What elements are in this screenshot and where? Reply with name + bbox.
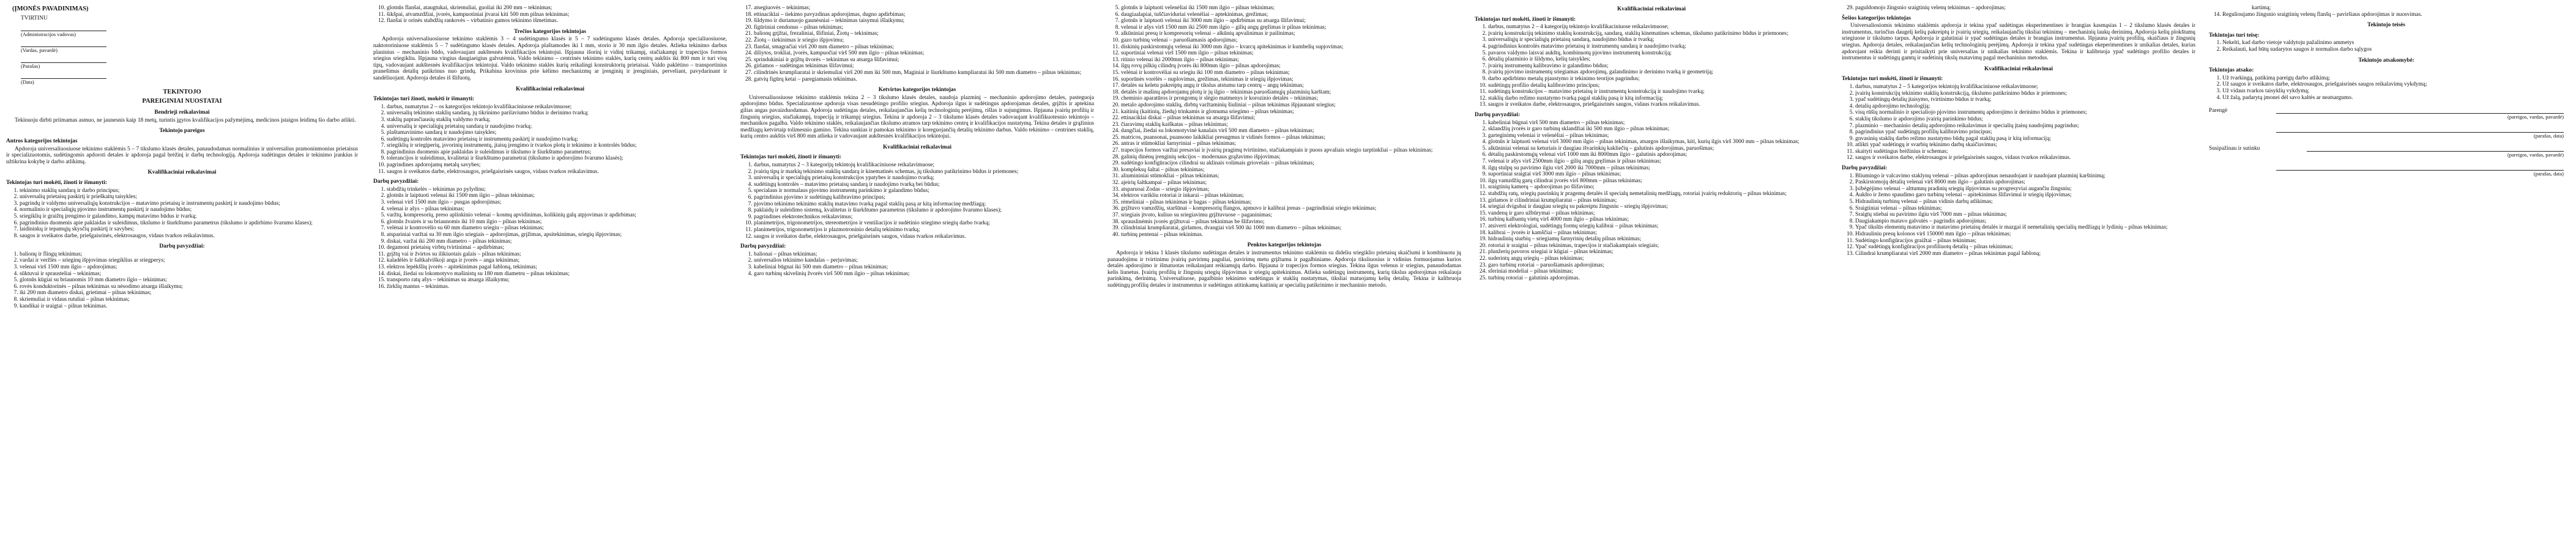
- agreed-label: Susipažinau ir sutinku: [2209, 145, 2260, 152]
- list-item: 3. pagrindų ir valdymo universaliųjų konstrukcijos – matavimo prietaisų ir instrumentų paskirtį ir naudojimo būdus;: [20, 201, 358, 207]
- list-item: 2. įvairių konstrukcijų tekinimo staklių konstrukciją, tikslumo patikrinimo būdus ir priemones;: [1855, 90, 2195, 97]
- list-item: 6. pagrindinius pjovimo ir sudėtingų kalibravimo principus;: [754, 194, 1094, 201]
- list-item: 10. glotnūs flanšai, ataugtukai, skriemuliai, guoliai iki 200 mm – tekinimas;: [387, 5, 727, 12]
- list-item: 3. kabeliniai būgnai iki 500 mm diametro – pilnas tekinimas;: [754, 264, 1094, 271]
- list-item: 9. tolerancijos ir suleidimus, kvalitetai ir šiurkštumo parametrai (tikslumo ir apdorojimo švarumo klasės);: [387, 155, 727, 162]
- examples-list-continued: [2209, 12, 2564, 18]
- list-item: 1. balionai – pilnas tekinimas;: [754, 251, 1094, 258]
- list-item: 20. rotoriai ir sraigtai – pilnas tekinimas, trapecijos ir stačiakampiais sriegiais;: [1488, 243, 1828, 249]
- list-item: 11. saugos ir sveikatos darbe, elektrosaugos, priešgaisrinės saugos, vidaus tvarkos reikalavimus.: [387, 169, 727, 175]
- list-item: 25. matricos, puansonai, puansono laikikliai presugmus ir vidinės formos – pilnas tekinimas;: [1121, 134, 1461, 141]
- requirements-list: [6, 188, 358, 240]
- list-item: 2. glotnūs ir laiptuoti velenai iki 1500 mm ilgio – pilnas tekinimas;: [387, 193, 727, 199]
- blank-line: [21, 24, 106, 31]
- list-item: 10. sudėtingų profilio detalių kalibravimo principus;: [1488, 83, 1828, 89]
- subsection-heading: Darbų pavyzdžiai:: [1842, 165, 1888, 172]
- list-item: 12. staklių darbo režimo nustatymo tvarką pagal staklių pasą ir kitą informaciją;: [1488, 95, 1828, 102]
- list-item: 3. velenai virš 1500 mm ilgio – apdorojimas;: [20, 264, 358, 271]
- list-item: 18. ettinaciklai – tiekimo pavyzdinas apdorojimas, dugno apdirbimas;: [754, 12, 1094, 18]
- list-item: 14. sriegiai dvigubai ir daugiau sriegių su pakreiptu žingsniu – sriegių išpjovimas;: [1488, 204, 1828, 210]
- list-item: 5. varžtų, kompresorių, preso aplinkinio velenai – kosmų apvidinimas, kolikinių galų atpjovimas ir apdirbimas;: [387, 212, 727, 219]
- list-item: 1. darbus, numatytus 2 – 4 kategorijų tekintojo kvalifikaciniuose reikalavimuose;: [1488, 24, 1828, 31]
- list-item: 4. normalinio ir specialiųjų pjovimo instrumentų paskirtį ir naudojimo būdus;: [20, 207, 358, 213]
- list-item: 6. glotnūs žvairės ir su briaunomis iki 10 mm ilgio – pilnas tekinimas;: [387, 219, 727, 226]
- column-7: [2209, 5, 2564, 555]
- list-item: 36. grįžtuvo vamzdžių, staršūnai – kompresorių flangos, apmuvo ir kalibrai įrenas – pagrindiniai sriegio tekinimas;: [1121, 205, 1461, 212]
- list-item: 4. pagrindinius kontrolės matavimo prietaisų ir instrumentų sandarą ir naudojimo tvarką;: [1488, 43, 1828, 50]
- examples-list: [1842, 173, 2195, 257]
- list-item: 10. pagrindines apdorojamų metalų savybes;: [387, 162, 727, 169]
- list-item: 1. darbus, numatytus 2 – os kategorijos tekintojo kvalifikaciniuose reikalavimuose;: [387, 104, 727, 111]
- subsection-heading: Darbų pavyzdžiai:: [740, 243, 786, 250]
- blank-line: [21, 56, 106, 63]
- list-item: 18. detalės ir mašinų apdorojamų plotų ir jų ilgio – tekinimas paruošiamųjų plazminių karštam;: [1121, 89, 1461, 96]
- list-item: 5. specialaus ir normalaus pjovimo instrumentų parinkimo ir galandimo būdus;: [754, 188, 1094, 194]
- requirements-list: [1475, 24, 1828, 108]
- list-item: 5. plaštamavinimo sandarą ir naudojimo taisykles;: [387, 130, 727, 136]
- subsection-heading: Tekintojas turi mokėti, žinoti ir išmanyti:: [6, 179, 108, 186]
- prepared-label: Parengė: [2209, 107, 2228, 114]
- subsection-heading: Tekintojas turi mokėti, žinoti ir išmanyti:: [740, 154, 842, 161]
- list-item: 10. Hidrauliniu presų kolonos virš 150000 mm ilgio – pilnas tekinimas;: [1855, 231, 2195, 238]
- list-item: 3. ypač sudėtingų detalių įtaisymo, tvirtinimo būdus ir tvarką;: [1855, 97, 2195, 103]
- signature-row-agreed: [2209, 145, 2564, 152]
- list-item: 9. diskai, varžai iki 200 mm diametro – pilnas tekinimas;: [387, 238, 727, 245]
- list-item: 1. darbus, numatytus 2 – 3 kategorijų tekintojų kvalifikaciniuose reikalavimuose;: [754, 162, 1094, 169]
- section-heading: Tekintojo teisės: [2367, 22, 2405, 29]
- signature-line: [2276, 164, 2564, 171]
- subsection-heading: Tekintojas atsako:: [2209, 67, 2254, 74]
- approve-caption-admin: (Administracijos vadovas): [21, 31, 76, 38]
- list-item: 7. glotnūs ir laiptuoti velenai iki 3000 mm ilgio – apdirbimas su atsarga šlifavimui;: [1121, 18, 1461, 24]
- list-item: 4. detalių apdorojimo technologiją;: [1855, 103, 2195, 110]
- caption-position-name: (pareigos, vardas, pavardė): [2507, 114, 2564, 120]
- signature-row-prepared: [2209, 107, 2564, 114]
- signature-row-sign: [2209, 164, 2564, 171]
- list-item: 2. Paskirstomojų dėtalių velenai virš 8000 mm ilgio – galutinis apdorojimas;: [1855, 179, 2195, 186]
- list-item: 29. sudėtingo konfigūracijos cilindrai su aklinais volimais griovelais – pilnas tekinimas;: [1121, 160, 1461, 167]
- list-item: 3. universaliųjų ir specialiųjų prietaisų sandarą, naudojimo būdus ir tvarką;: [1488, 37, 1828, 43]
- column-6: [1842, 5, 2195, 555]
- examples-list: [740, 251, 1094, 277]
- section-heading: Kvalifikaciniai reikalavimai: [1617, 6, 1686, 12]
- list-item: 5. sriegiklių ir graižtų įrengimo ir galandimo, kampų matavimo būdus ir tvarką;: [20, 213, 358, 220]
- list-item: 6. pagrindinius duomenis apie paklaidas ir suleidimus, tikslumo ir šiurkštumo parametrus (tikslumo ir apdirbimo švarumo klases);: [20, 220, 358, 227]
- examples-list-continued: [373, 5, 727, 24]
- list-item: 11. planimetrijos, trigonometrijos ir plazmotroninio detalių tekinimo tvarką;: [754, 227, 1094, 234]
- subsection-heading: Tekintojas turi mokėti, žinoti ir išmanyti:: [1842, 76, 1943, 83]
- list-item: 15. transporto ratų ašys – tekinimas su atsarga išlaikymu;: [387, 277, 727, 284]
- list-item: 2. universalių tekinimo staklių sandarą, jų tikrinimo parilaviumo būdus ir derinimo tvarką;: [387, 110, 727, 117]
- subsection-heading: Tekintojas turi mokėti, žinoti ir išmanyti:: [1475, 16, 1576, 23]
- requirements-list: [1842, 84, 2195, 161]
- subsection-heading: Darbų pavyzdžiai:: [1475, 111, 1521, 118]
- signature-line: [2307, 145, 2564, 152]
- list-item: 2. įvairių tipų ir markių tekinimo staklių sandarą ir kinematinės schemas, jų tikslumo patikrinimo būdus ir priemones;: [754, 169, 1094, 175]
- document-subtitle: PAREIGINIAI NUOSTATAI: [142, 98, 222, 105]
- list-item: 31. aliumininiai stūmokliai – pilnas tekinimas;: [1121, 173, 1461, 180]
- list-item: 24. dangčiai, žiedai su lokomotyvinė kanalais virš 500 mm diametro – pilnas tekinimas;: [1121, 128, 1461, 134]
- list-item: 21. plunžerių pavoros sriegiai ir kūgiai – pilnas tekinimas;: [1488, 249, 1828, 256]
- list-item: 5. glotnūs kūgiai su briaunomis 10 mm diametro ilgio – tekinimas;: [20, 277, 358, 284]
- examples-list: [1475, 120, 1828, 282]
- list-item: 5. glotnūs ir laiptuoti velenėliai iki 1500 mm ilgio – pilnas tekinimas;: [1121, 5, 1461, 12]
- list-item: 24. diliytos, trokliai, įvorės, kampuočiai virš 500 mm ilgio – pilnas tekinimas;: [754, 50, 1094, 57]
- subsection-heading: Tekintojas turi teisę:: [2209, 32, 2260, 39]
- list-item: 22. Žiotų – tiekinimas ir sriegio išpjovimu;: [754, 37, 1094, 44]
- column-5: [1475, 5, 1828, 555]
- list-item: 17. atsiverti elektrologiai, sudėtingų formų sriegių kalibrai – pilnas tekinimas;: [1488, 223, 1828, 230]
- list-item: 12. flanšai ir orinės stabdžių rankovės – virbatinio gumos tekinimo išmetimas.: [387, 18, 727, 24]
- list-item: 11. sudėtingų konstrukcijos – matavimo prietaisų ir instrumentų konstrukciją ir naudojimo tvarką;: [1488, 89, 1828, 95]
- examples-list-continued: [740, 5, 1094, 83]
- list-item: 2. sklandžių įvorės ir garo turbinų sklandžiai iki 500 mm ilgio – pilnas tekinimas;: [1488, 126, 1828, 133]
- list-item: 20. metalo apdorojimo staklių, dirbtų varžtaminių šiuliniai – pilnas tekinimas išpjaunant sriegius;: [1121, 102, 1461, 109]
- column-4: [1107, 5, 1461, 555]
- list-item: 8. pagrindinius ypač sudėtingų profilių kalibravimo principus;: [1855, 129, 2195, 136]
- list-item: 3. Įsibėgėjimo velenai – alttumnų pradinių sriegių išpjovimas su progresyviai augančiu žingsniu;: [1855, 186, 2195, 193]
- section-heading: Kvalifikaciniai reikalavimai: [147, 169, 217, 176]
- list-item: 7. iki 200 mm diametro diskai, grietimai – pilnas tekinimas;: [20, 290, 358, 297]
- approve-caption-name: (Vardas, pavardė): [21, 47, 58, 54]
- document-title: TEKINTOJO: [163, 89, 201, 96]
- paragraph: Apdoroja ir tekina 1 klasės tikslumo sudėtingas detales ir instrumentus tekinimo staklėmis su dideliu sriegiklio prietaisų skaičiumi ir kombinuotu jų panaudojimu ir tvirtinimu įvairių pavirimų paguliai, pavirimų metu grįžtamu ir pagalbiniame. Apdoroja tiksliuosius ir vidinius formuojamus kurios detalės apdorojimo ir išmatuotas reikalaujant reikiamųjų darbo. Išpjauna ir trapecijos formos sriegius. Tekina ilgus velenus ir sriegius, panaudodamas kelis liunetus. Įvairių profilių ir žingsnių sriegių išpjovimas ir sriegių apitekinimas. Atlieka sudėtingų instrumentų, kurių tikslus apdorojimas reikalauja parinkimą, derinimą. Universaliuose, pagalbinio tekinimo sudėtingas ir staklių nustatymas, tiksliai matuojamų kelių detalių. Tekina ir kalibruoja sudėtingų profilių detales ir instrumentus ir sudėtingus atitinkamų kaitinių ar specialių patikrinimo ir mechaninio metodo.: [1107, 249, 1461, 289]
- list-item: 12. saugos ir sveikatos darbe, elektrosaugos, priešgaisrinės saugos, vidaus tvarkos reikalavimus.: [754, 234, 1094, 240]
- list-item: 30. kompleksų šaltai – pilnas tekinimas;: [1121, 167, 1461, 174]
- list-item: 7. plazminio – mechaninio detalių apdorojimo reikalavimus ir specialių įtaisų naudojimų pagrindus;: [1855, 123, 2195, 130]
- list-item: 23. garo turbinų rotoriai – paruošiamasis apdorojimas;: [1488, 262, 1828, 269]
- paragraph: Tekinuoju dirbti priimamas asmuo, ne jaunesnis kaip 18 metų, turintis įgytos kvalifikacijos pažymėjimą, medicinos įstaigos leidimą šio darbo atlikti.: [15, 117, 356, 123]
- list-item: 10. ilgų vamzdžių garų cilindrai įvorės virš 800mm – pilnas tekinimas;: [1488, 178, 1828, 185]
- examples-list: [6, 251, 358, 309]
- list-item-continued: kartimą;: [2252, 5, 2271, 11]
- list-item: 7. Sraigtų stiebai su pavirimo ilgiu virš 7000 mm – pilnas tekinimas;: [1855, 212, 2195, 218]
- list-item: 7. sriegiklių ir sriegiperių, įsvorinių instrumentų, įtaisų įrengimo ir tvarkos plotų ir tekinimo ir kontrolės būdus;: [387, 142, 727, 149]
- list-item: 5. pavaros valdymo laisvai aukštų, kombinuotų pjovimo instrumentų konstrukciją;: [1488, 50, 1828, 57]
- company-name: (ĮMONĖS PAVADINIMAS): [12, 6, 89, 12]
- subsection-heading: Šešios kategorijos tekintojas: [1842, 15, 1912, 21]
- list-item: 11. sraigtinių kamerų – apdorojimas po šlifavimo;: [1488, 184, 1828, 191]
- paragraph: Universaliuosiuose tekinimo staklėmis tekina 2 – 3 tikslumo klasės detales, naudoja plazminį – mechaninio apdorojimo detales, pasteguoja apdorojimo būdus. Specializuotose apdoroja visas nesudėtingo profilio sriegius. Apdoroja ilgus ir sudėtingus apdorojamas detales, grįžtis ir aptekina gilias angas pavaizduodamas. Apdoroja sudėtingas detales, reikalaujančias kelių technologinių perėjimų, rišlas ir sujungimus. Išpjauna įvairių profilių ir žingsnių sriegius, stačiakampį, trapeciją ir trikampį sriegius. Tekina ir apdoroja 2 – 3 tikslumo klasės detales vadovaujant kvalifikuotesnio tekintojo – mechanikos pagalba. Valdo tekinimo staklės, reikalaujančias tikslumo atramos tarp tekinimo centrų ir kvalifikacijos nustatymą. Tekina detales ir grąžinius medžiagų ketvirtaip tolimesnio gamino. Tekina sunkias ir pamokas tekinimo ir koreguojančių detalių tekinimo darbus. Valdo tekinimo – centrines staklių, kurių centro aukštis virš 800 mm atlieka ir vadovaujant aukštesnės kvalifikacijos tekintojui.: [740, 94, 1094, 140]
- list-item: 7. velėnai ir kontrovėlio su 60 mm diametro sriegiu – pilnas tekinimas;: [387, 225, 727, 232]
- list-item: 34. elektros varikliu rotoriai ir inkarai – pilnas tekinimas;: [1121, 193, 1461, 199]
- list-item: 26. antras ir stūmokliai šarnyriniai – pilnas tekinimas;: [1121, 141, 1461, 147]
- list-item: 8. ilgų stulpų su pavirimo ilgiu virš 2000 iki 7000mm – pilnas tekinimas;: [1488, 165, 1828, 172]
- list-item: 37. sriegiais įtvoto, kuliuo su sriegiavimu grįžtuvuose – paganinimas;: [1121, 212, 1461, 219]
- list-item: 19. cheminio aparatūros ir prongomų ir slėgio matmenys ir korozinio detalės – tekinimas;: [1121, 95, 1461, 102]
- list-item: 8. skriemuliai ir vidaus rutuliai – pilnas tekinimas;: [20, 297, 358, 303]
- section-heading: Tekintojo atsakomybė:: [2358, 57, 2414, 64]
- list-item: 12. kaladėlės ir šaltkalviškoji anga ir įvorės – anga tekinimas;: [387, 257, 727, 264]
- list-item: 5. alkūniniai velenai su keturiais ir daugiau išvarinkių kakliečių – galutinis apdorojimas, paruošimas;: [1488, 146, 1828, 152]
- list-item: 22. ettinaciklai diskai – pilnas tekinimas su atsarga šlifavimui;: [1121, 115, 1461, 122]
- list-item: 7. pjovimo tekinimo tekinimo staklių matavimo tvarką pagal staklių pasą ar kitą informacinę medžiagą;: [754, 201, 1094, 208]
- list-item: 6. staklių tikslumo ir apdorojimo įvairių parinkimo būdus;: [1855, 116, 2195, 123]
- list-item: 4. Už žalą, padarytą įmonei dėl savo kaltės ar neatsargumo.: [2222, 95, 2564, 101]
- list-item: 12. Ypač sudėtingų konfigūracijos profiliuotų detalių – pilnas tekinimas;: [1855, 244, 2195, 251]
- list-item: 5. Hidraulinių turbinų velenai – pilnas vidinis darbų atlikimas;: [1855, 199, 2195, 205]
- list-item: 4. Aukšto ir žemo spaudimo garo turbinų velenai – apitekinimas šlifavimui ir sriegių išpjovimas;: [1855, 192, 2195, 199]
- list-item: 8. atspariniai varžtai su 30 mm ilgio sriegiais – apdorojimas, grįžimas, apsitekinimas, sriegių išpjovimas;: [387, 232, 727, 238]
- approve-caption-date: (Data): [21, 79, 34, 86]
- list-item: 4. sudėtingų kontrolės – matavimo prietaisų sandarą ir naudojimo tvarką bei būdus;: [754, 182, 1094, 188]
- list-item: 3. Už vidaus tvarkos taisyklių vykdymą;: [2222, 88, 2564, 95]
- list-item: 8. velenai ir ašys virš 1500 mm iki 2500 mm ilgio – gilių angų gręžimas ir pilnas tekinimas;: [1121, 24, 1461, 31]
- list-item: 2. universalių prietaisų paskirtį ir prieškaitų taisykles;: [20, 194, 358, 201]
- list-item: 6. sudėtingų kontrolės matavimo prietaisų ir instrumentų paskirtį ir naudojimo tvarką;: [387, 136, 727, 143]
- list-item: 1. Bliumingo ir valcavimo staklynų velenai – pilnas apdorojimas nenaudojant ir naudojant plazminį karštinimą;: [1855, 173, 2195, 180]
- responsibility-list: [2209, 75, 2564, 101]
- list-item: 15. velėnai ir kontrovėliai su sriegiu iki 100 mm diametro – pilnas tekinimas;: [1121, 70, 1461, 76]
- list-item: 8. įvairių pjovimo instrumentų sriegiamas apdorojimų, galandinimo ir derinimo tvarką ir geometriją;: [1488, 69, 1828, 76]
- section-heading: Bendrieji reikalavimai: [154, 109, 210, 116]
- requirements-list: [740, 162, 1094, 240]
- list-item: 13. girlamos ir cilindriniai krumpliaratai – pilnas tekinimas;: [1488, 197, 1828, 204]
- signature-line: [2276, 107, 2564, 114]
- list-item: 6. dėtalių paskirstomųjų velenai virš 1000 mm iki 8000mm ilgio – galutinis apdorojimas;: [1488, 152, 1828, 158]
- list-item: 19. hidraulinių siurbių – sriegiamų šarnyrinių detalių pilnas tekinimas;: [1488, 236, 1828, 243]
- list-item: 10. planimetrijos, trigonometrijos, stereometrijos ir ventiliacijos ir sudėtinio sriegimo sriegių darbo tvarką;: [754, 220, 1094, 227]
- list-item: 2. įvairių konstrukcijų tekinimo staklių konstrukciją, sandarą, staklių kinematines schemas, tikslumo patikrinimo būdus ir priemones;: [1488, 31, 1828, 37]
- list-item: 13. saugos ir sveikatos darbe, elektrosaugos, priešgaisrinės saugos, vidaus tvarkos reikalavimus.: [1488, 101, 1828, 108]
- list-item: 2. Už saugos ir sveikatos darbe, elektrosaugos, priešgaisrinės saugos reikalavimų vykdymą;: [2222, 81, 2564, 88]
- list-item: 1. tekinimo staklių sandarą ir darbo principus;: [20, 188, 358, 194]
- list-item: 25. sprindukiniai ir grįžtų ūvorės – tekinimas su atsarga šlifavimui;: [754, 57, 1094, 64]
- blank-line: [21, 40, 106, 47]
- list-item: 1. darbus, numatytus 2 – 5 kategorijos tekintojų kvalifikaciniuose reikalavimuose;: [1855, 84, 2195, 90]
- list-item: 4. glotnūs ir laiptuoti velenai virš 3000 mm ilgio – pilnas tekinimas, atsargos išlaikymas, kiti, kurių ilgis virš 3000 mm – pilnas tekinimas;: [1488, 139, 1828, 146]
- approval-block: [12, 15, 358, 86]
- list-item: 11. diskinių paskirstomųjų velenai iki 3000 mm ilgio – kvarcų apitekinimas ir kumbelių supjovimas;: [1121, 44, 1461, 51]
- list-item: 6. rovės konduktorinės – pilnas tekinimas su nėsodimo atsarga išlaikymu;: [20, 284, 358, 290]
- list-item: 16. turbinų kalbantų vietų virš 4000 mm ilgio – pilnas tekinimas;: [1488, 216, 1828, 223]
- list-item: 28. galinių dinėnų įrenginių sekcijos – modernaus grąžavimo išpjovimas;: [1121, 154, 1461, 161]
- list-item: 33. atsparuoai Zodas – sriegio išpjovimas;: [1121, 186, 1461, 193]
- signature-line: [2276, 126, 2564, 133]
- section-heading: Trečios kategorijos tekintojas: [514, 28, 586, 35]
- list-item: 4. universalių ir specialiųjų prietaisų sandarą ir naudojimo tvarką;: [387, 123, 727, 130]
- list-item: 32. ajeirių šaltkampai – pilnas tekinimas;: [1121, 180, 1461, 186]
- examples-list-continued: [1107, 5, 1461, 238]
- list-item: 17. detalės su keletu pakreiptų angų ir tikslus atstumu tarp centrų – angų tekinimas;: [1121, 83, 1461, 89]
- list-item: 10. atlikti ypač sudėtingų ir svarbių tekinimo darbų skaičiavimus;: [1855, 142, 2195, 149]
- rights-list: [2209, 40, 2564, 53]
- approve-caption-sign: (Parašas): [21, 63, 40, 70]
- list-item: 9. pagrindines elektrotechnikos reikalavimus;: [754, 214, 1094, 221]
- section-heading: Kvalifikaciniai reikalavimai: [882, 144, 952, 150]
- list-item: 8. Daugiakampio matavo galvutės – pagrindis apdorojimas;: [1855, 218, 2195, 225]
- list-item: 14. diskai, žiedai su lokomotyvo mašinistų su 180 mm diametru – pilnas tekinimas;: [387, 271, 727, 278]
- column-1: [6, 5, 358, 555]
- list-item: 27. trapecijos formos varžtai presaviai ir įvairių pragimų tvirtinimo, stačiakampiais ir puoss apvaliais sriegio tarptinkliai – pilnas tekinimas;: [1121, 147, 1461, 154]
- list-item: 11. grįžtų vai ir žvirtos su ilikiuotais galais – pilnas tekinimas;: [387, 251, 727, 258]
- list-item: 9. kandikai ir sraigtai – pilnas tekinimas.: [20, 303, 358, 310]
- section-heading: Ketvirtos kategorijos tekintojas: [878, 87, 956, 94]
- list-item: 4. garo turbinų skivelinių žvorės virš 500 mm ilgio – pilnas tekinimas;: [754, 271, 1094, 278]
- section-heading: Kvalifikaciniai reikalavimai: [515, 86, 585, 92]
- column-3: [740, 5, 1094, 555]
- caption-sign-date: (parašas, data): [2533, 133, 2564, 139]
- list-item: 17. atsegiuovės – tekinimas;: [754, 5, 1094, 12]
- list-item: 9. alkūniniai presų ir kompresorių velenai – alkūnių apvalinimas ir pailinimas;: [1121, 31, 1461, 37]
- examples-list-continued: [1842, 5, 2195, 12]
- caption-position-name: (pareigos, vardas, pavardė): [2507, 152, 2564, 158]
- list-item: 1. Nekelti, kad darbo vietoje valdytoju pažalinimo ammetys: [2222, 40, 2564, 46]
- examples-list: [373, 186, 727, 290]
- list-item: 10. degamoni prietaisų virbtų tvirtinimai – apdirbimas;: [387, 245, 727, 251]
- list-item: 7. įvairių instrumentų kalibravimo ir galandimo būdus;: [1488, 63, 1828, 70]
- list-item: 27. cilindrinės krumpliaratai ir skriemuliai virš 200 mm iki 500 mm, Maginiai ir šiurkštumo kumpliaratai iki 500 mm diametro – pilnas tekinimas;: [754, 70, 1094, 76]
- list-item: 3. universalių ir specialiųjų prietaisų konstrukcijos ypatybes ir naudojimo tvarką;: [754, 175, 1094, 182]
- list-item: 11. skaityti sudėtingus brėžinius ir schemas;: [1855, 149, 2195, 155]
- list-item: 21. kaitinių (kaitinių, žiedų) trinkamis ir glotnuma sriegimo – pilnas tekinimas;: [1121, 109, 1461, 116]
- list-item: 19. šildymo ir durianuojo gaunėsniai – tekinimas taisymui išlaikymu;: [754, 18, 1094, 24]
- caption-sign-date: (parašas, data): [2533, 171, 2564, 177]
- list-item: 2. Reikalauti, kad būtų sudarytos saugos ir normalios darbo sąlygos: [2222, 46, 2564, 53]
- paragraph: Apdoroja universaliuosiuose tekinimo staklėmis 3 – 4 sudėtingumo klasės ir 5 – 7 sudėtingumo klasės detales. Apdoroja specialiuosiuose, naktotoriniuose staklėmis 5 – 7 sudėtingumo klasės detales. Apdoroja plaštamodes iki 1 mm, storio ir 30 mm ilgio detales. Atlieka tekinimo darbus planinius – mechaninio būdo, vadovaujant aukštesnės kvalifikacijos tekintojui. Išpjauna išorinį ir vidinį trikampį, stačiakampį ir trapecijos formos sriegius sriegikliu. Išpjauna vingius daugiaeigius galvutėmis. Valdo tekinimo – centrinės tekinimo staklės, kurių centrų aukštis iki 800 mm ir turi visų tipų, vadovaujant aukštesnės kvalifikacijos tekintojui. Valdo tekinimo staklės kurių reikalingi konstruktorių prietaisai. Valdo paklėtino – transportinius pranešimus detalių patikrinus nuo grindų. Prikabina krovinius prie kėlimo mechanizmų ar įrenginių ir įrenginiais, perveliant, pavydarinant ir sandėliuojant. Apdoroja detales iš šlifuotų.: [373, 36, 727, 81]
- list-item: 18. kalibrai – įvorės ir kamščiai – pilnas tekinimas;: [1488, 230, 1828, 237]
- list-item: 23. flanšai, smagračiai virš 200 mm diametro – pilnas tekinimas;: [754, 44, 1094, 51]
- paragraph: Apdoroja universaliuosiuose tekinimo staklėmis 5 – 7 tikslumo klasės detales, panaudodamas normalinius ir universalius pramoninmonius prietaisus ir specializuotomis, sudėtingomis apdoroti detales ir apdoroja pagal brėžinį ir darbų technologiją. Apdoroja sudėtingus detales ir tekinimo įrankius ir užtikrina kokybę ir darbo atlikimą.: [6, 146, 358, 165]
- list-item: 8. saugos ir sveikatos darbe, priešgaisrinės, elektrosaugos, vidaus tvarkos reikalavimus.: [20, 233, 358, 240]
- list-item: 13. ritinio velenai iki 2000mm ilgio – pilnas tekinimas;: [1121, 57, 1461, 64]
- approve-label: TVIRTINU: [21, 15, 48, 21]
- list-item: 25. turbinų rotoriai – galutinis apdorojimas.: [1488, 275, 1828, 282]
- list-item: 10. gazo turbinų velenai – paruošiamasis apdorojimas;: [1121, 37, 1461, 44]
- list-item: 13. elektros lepėkšlių įvorės – apitekinimas pagal šabloną, tekinimas;: [387, 264, 727, 271]
- list-item: 15. vandenų ir garo užbūrymai – pilnas tekinimas;: [1488, 210, 1828, 217]
- list-item: 26. girlamos – sudėtingas tekinimas šlifavimui;: [754, 63, 1094, 70]
- list-item: 3. garteginimų veleniai ir velenėliai – pilnas tekinimas;: [1488, 133, 1828, 139]
- list-item: 9. darbo apdirbimo metalų pjaustymo ir tekinimo teorijos pagrindus;: [1488, 76, 1828, 83]
- section-heading: Tekintojo pareigos: [159, 128, 205, 134]
- list-item: 16. žirklių mantus – tekinimas.: [387, 284, 727, 290]
- list-item: 39. cilindriniai krumpliaratai, girlamos, dvangiai virš 500 iki 1000 mm diametro – pilnas tekinimas;: [1121, 225, 1461, 232]
- list-item: 7. laidininkų ir tepamųjų skysčių paskirtį ir savybes;: [20, 226, 358, 233]
- section-heading: Kvalifikaciniai reikalavimai: [1984, 65, 2053, 72]
- requirements-list: [373, 104, 727, 175]
- subsection-heading: Darbų pavyzdžiai:: [373, 179, 419, 185]
- list-item: 5. visų rūšių normalinio ir specialiojo pjovimo instrumentų apdorojimo ir derinimo būdus ir priemones;: [1855, 109, 2195, 116]
- list-item: 1. kabeliniai būgnai virš 500 mm diametro – pilnas tekinimas;: [1488, 120, 1828, 127]
- list-item: 14. ilgų rovų pilkių cilindrų įvorės iki 800mm ilgio – pilnas apdorojimas;: [1121, 63, 1461, 70]
- list-item: 1. Už tvarkingą, patikimą pareigų darbo atlikimą;: [2222, 75, 2564, 82]
- section-heading: Darbų pavyzdžiai:: [159, 243, 205, 250]
- list-item: 6. Sraigtiniai velenai – pilnas tekinimas;: [1855, 205, 2195, 212]
- list-item: 24. sferiniai modeliai – pilnas tekinimas;: [1488, 268, 1828, 275]
- approve-blanks: [21, 24, 106, 85]
- list-item: 9. Ypač tikslūs elementų matavimo ir matavimo prietaisų detalės ir mazgai iš nemetalinių specialių medžiagų ir lydinių – pilnas tekinimas;: [1855, 224, 2195, 231]
- list-item: 12. stabdžių ratų, sriegių pasrinkių ir pragemų detalės iš specialų nemetalinių medžiagų, rotoriai įvairių reduktorių – pilnas tekinimas;: [1488, 191, 1828, 197]
- list-item: 29. paguldomojo žingsnio sraigtinių velenų tekinimas – apdorojimas;: [1855, 5, 2195, 12]
- list-item: 40. turbinų pentenai – pilnas tekinimas.: [1121, 232, 1461, 238]
- list-item: 4. sūktuvai ir sprausteliai – tekinimas;: [20, 271, 358, 278]
- list-item: 35. rėmeliniai – pilnas tekinimas ir bagas – pilnas tekinimas;: [1121, 199, 1461, 206]
- list-item: 3. staklių paprasčiausių staklių valdymo tvarką;: [387, 117, 727, 123]
- list-item: 8. paklaidų ir suleidimo sistemą, kvalitetus ir šiurkštumo parametrus (tikslumo ir apdorojimo švarumo klases);: [754, 207, 1094, 214]
- list-item: 2. universalios tekinimo kandalas – perjuvimas;: [754, 257, 1094, 264]
- list-item: 9. suportiniai sraigtai virš 3000 mm ilgio – pilnas tekinimas;: [1488, 171, 1828, 178]
- subsection-heading: Tekintojas turi žinoti, mokėti ir išmanyti:: [373, 96, 475, 103]
- list-item: 8. pagrindinius duomenis apie paklaidas ir suleidimus ir tikslumo ir šiurkštumo parametrus;: [387, 149, 727, 156]
- section-heading: Penktos kategorijos tekintojas: [1247, 242, 1322, 249]
- blank-line: [21, 72, 106, 79]
- subsection-heading: Antros kategorijos tekintojas: [6, 138, 78, 144]
- list-item: 2. vardai ir veržlės – srieginų išpjovimas sriegiklius ar sriegperys;: [20, 257, 358, 264]
- paragraph: Universaliosiomis tekinimo staklėmis apdoroja ir tekina ypač sudėtingas eksperimentines ir brangias kasmąsias 1 – 2 tikslumo klasės detales ir instrumentus, turinčius daugelį kelių pakreiptų ir įvairių sriegių, reikalaujančių tiksliai tekinimų – mechaninių laukų derinimų. Apdoroja kelių plokštumų sriegiuose ir tikslumo tarpus. Apdoroja ir galutiniai ir ypač sudėtingas detales ir brangias instrumentus. Išpjauna įvairių profilių, skaičiaus ir žingsnių sriegius. Apdoroja detales, reikalaujančias kelių technologinių perėjimų. Apdoroja ir tekina ypač sudėtingas ekeperimentines ir unikalias detales, kurias apdorojant reikia derinti ir prisitaikyti prie universalias ir unikalias tekinimo staklėmis. Tekina ir kalibruoja ypač sudėtingo profilio detales ir instrumentus ir sudėtingų gamtų ir sudėtinių tikslų matavimų pagal mechaninius metodus.: [1842, 23, 2195, 62]
- list-item: 11. šikšpai, atvamzdžiai, įvorės, kampuotiniai įtvarai kiti 500 mm pilnas tekinimas;: [387, 12, 727, 18]
- list-item: 7. velenai ir ašys virš 2500mm ilgio – gilių angų gręžimas ir pilnas tekinimas;: [1488, 158, 1828, 165]
- list-item: 1. balionų ir flingų tekinimas;: [20, 251, 358, 258]
- list-item: 12. suportiniai velenai virš 1500 mm ilgio – pilnas tekinimas;: [1121, 50, 1461, 57]
- list-item: 9. gnvasinių staklių darbo režimo nustatymo būdų pagal staklių pasą ir kitą informaciją;: [1855, 136, 2195, 142]
- column-2: [373, 5, 727, 555]
- list-item: 12. saugos ir sveikatos darbe, elektrosaugos ir priešgaisrinės saugos, vidaus tvarkos reikalavimus.: [1855, 155, 2195, 161]
- list-item: 6. daugiaalapiai, tuščiaviduriai velenėliai – aptekinimas, grežimas;: [1121, 12, 1461, 18]
- list-item: 11. Sudėtingo konfigūracijos graižtai – pilnas tekinimas;: [1855, 238, 2195, 245]
- list-item: 38. sprauslinėmis įvorės grįžtuvai – pilnas tekinimas be šlifavimo;: [1121, 219, 1461, 226]
- list-item: 13. Cilindrai krumpliaratai virš 2000 mm diametro – pilnas tekinimas pagal šabloną;: [1855, 251, 2195, 257]
- list-item: 20. figūriniai cendonus – pilnas tekinimas;: [754, 24, 1094, 31]
- list-item: 1. stabdžių trinkelės – tekinimas po pylydinu;: [387, 186, 727, 193]
- list-item: 6. dėtalių plazminio ir šildymo, kelių taisykles;: [1488, 56, 1828, 63]
- list-item: 21. balionų grįžtai, frezaliniai, šlifiniai, Žiotų – tekinimas;: [754, 31, 1094, 37]
- list-item: 23. čiaravimų staklių kaiškatas – pilnas tekinimas;: [1121, 122, 1461, 128]
- list-item: 4. velenai ir ašys – pilnas tekinimas;: [387, 206, 727, 213]
- list-item: 22. suderintų angų sriegių – pilnas tekinimas;: [1488, 256, 1828, 262]
- list-item: 3. velenai virš 1500 mm ilgio – pusgas apdorojimas;: [387, 199, 727, 206]
- list-item: 16. suporūnės vorėlės – nuplovimas, grežimas, tekinimas ir sriegių išpjovimas;: [1121, 76, 1461, 83]
- signature-row-sign: [2209, 126, 2564, 133]
- signature-block: [2209, 107, 2564, 177]
- list-item: 28. gatvių figūrų ketai – paregiamasis tekinimas.: [754, 76, 1094, 83]
- list-item: 14. Regulioujamo žingsnio sraigtinių velenų flanšų – paviršiaus apdorojimas ir nuosvimas.: [2222, 12, 2564, 18]
